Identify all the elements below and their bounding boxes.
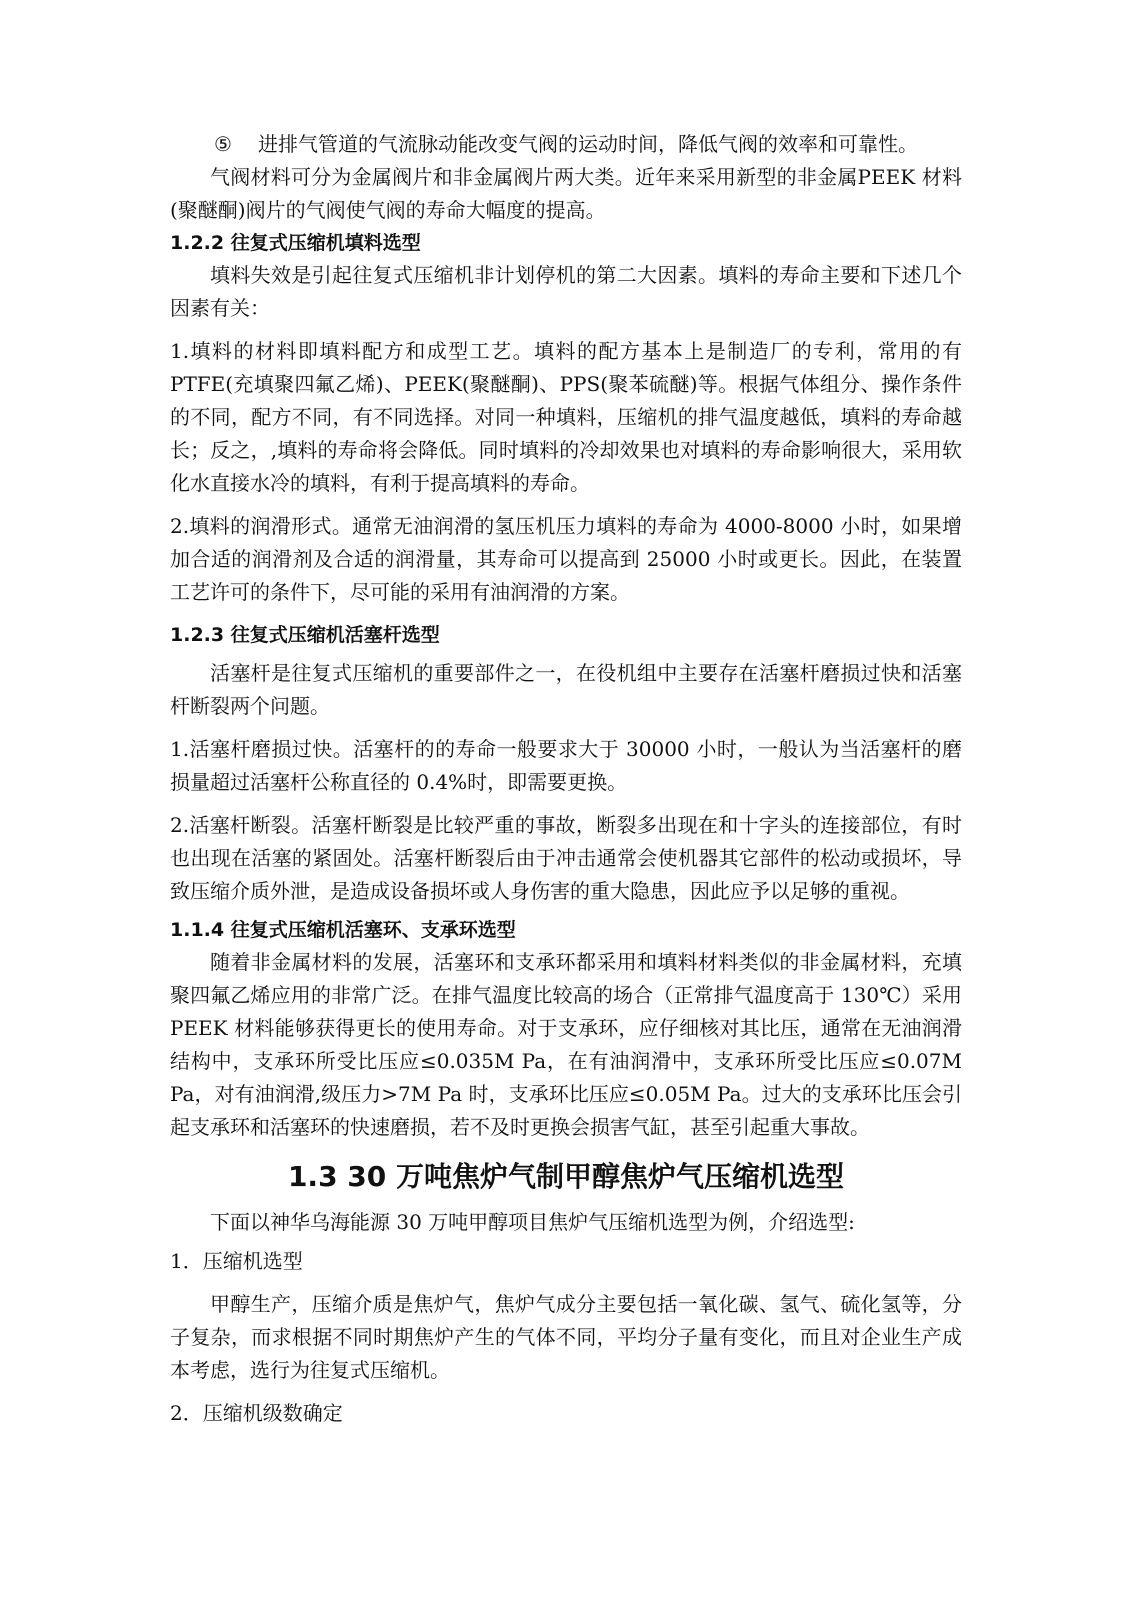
piston-rod-fracture-paragraph: 2.活塞杆断裂。活塞杆断裂是比较严重的事故，断裂多出现在和十字头的连接部位，有时也出现在活塞的紧固处。活塞杆断裂后由于冲击通常会使机器其它部件的松动或损坏，导致压缩介质外泄，是造成设备损坏或人身伤害的重大隐患，因此应予以足够的重视。 (170, 813, 962, 903)
packing-material-paragraph: 1.填料的材料即填料配方和成型工艺。填料的配方基本上是制造厂的专利，常用的有 PTFE(充填聚四氟乙烯)、PEEK(聚醚酮)、PPS(聚苯硫醚)等。根据气体组分、操作条件的不同，配方不同，有不同选择。对同一种填料，压缩机的排气温度越低，填料的寿命越长；反之，,填料的寿命将会降低。同时填料的冷却效果也对填料的寿命影响很大，采用软化水直接水冷的填料，有利于提高填料的寿命。 (170, 339, 962, 495)
compressor-selection-title: 1．压缩机选型 (170, 1249, 303, 1273)
section-heading-1-2-3: 1.2.3 往复式压缩机活塞杆选型 (170, 624, 440, 646)
piston-rod-wear-paragraph: 1.活塞杆磨损过快。活塞杆的的寿命一般要求大于 30000 小时，一般认为当活塞杆的磨损量超过活塞杆公称直径的 0.4%时，即需要更换。 (170, 737, 962, 794)
compressor-selection-paragraph: 甲醇生产，压缩介质是焦炉气，焦炉气成分主要包括一氧化碳、氢气、硫化氢等，分子复杂，而求根据不同时期焦炉产生的气体不同，平均分子量有变化，而且对企业生产成本考虑，选行为往复式压缩机。 (170, 1292, 962, 1382)
example-intro-paragraph: 下面以神华乌海能源 30 万吨甲醇项目焦炉气压缩机选型为例，介绍选型: (210, 1210, 855, 1234)
valve-material-paragraph: 气阀材料可分为金属阀片和非金属阀片两大类。近年来采用新型的非金属PEEK 材料(聚醚酮)阀片的气阀使气阀的寿命大幅度的提高。 (170, 165, 962, 222)
piston-rod-intro-paragraph: 活塞杆是往复式压缩机的重要部件之一，在役机组中主要存在活塞杆磨损过快和活塞杆断裂两个问题。 (170, 661, 962, 718)
document-page (170, 128, 962, 1430)
section-heading-1-2-2: 1.2.2 往复式压缩机填料选型 (170, 232, 421, 254)
compressor-stages-title: 2．压缩机级数确定 (170, 1401, 343, 1425)
list-item-5 (170, 128, 962, 161)
section-heading-1-1-4: 1.1.4 往复式压缩机活塞环、支承环选型 (170, 919, 516, 941)
section-heading-1-3: 1.3 30 万吨焦炉气制甲醇焦炉气压缩机选型 (287, 1160, 845, 1193)
list-item-text: 进排气管道的气流脉动能改变气阀的运动时间，降低气阀的效率和可靠性。 (258, 132, 918, 156)
piston-ring-paragraph: 随着非金属材料的发展，活塞环和支承环都采用和填料材料类似的非金属材料，充填聚四氟乙烯应用的非常广泛。在排气温度比较高的场合（正常排气温度高于 130℃）采用 PEEK 材料能够获得更长的使用寿命。对于支承环，应仔细核对其比压，通常在无油润滑结构中，支承环所受比压应≤0.035M Pa，在有油润滑中，支承环所受比压应≤0.07M Pa，对有油润滑,级压力>7M Pa 时，支承环比压应≤0.05M Pa。过大的支承环比压会引起支承环和活塞环的快速磨损，若不及时更换会损害气缸，甚至引起重大事故。 (170, 950, 962, 1139)
circled-number-5: ⑤ (214, 132, 232, 156)
packing-intro-paragraph: 填料失效是引起往复式压缩机非计划停机的第二大因素。填料的寿命主要和下述几个因素有关： (170, 263, 962, 320)
packing-lubrication-paragraph: 2.填料的润滑形式。通常无油润滑的氢压机压力填料的寿命为 4000-8000 小时，如果增加合适的润滑剂及合适的润滑量，其寿命可以提高到 25000 小时或更长。因此，在装置工艺许可的条件下，尽可能的采用有油润滑的方案。 (170, 514, 962, 604)
